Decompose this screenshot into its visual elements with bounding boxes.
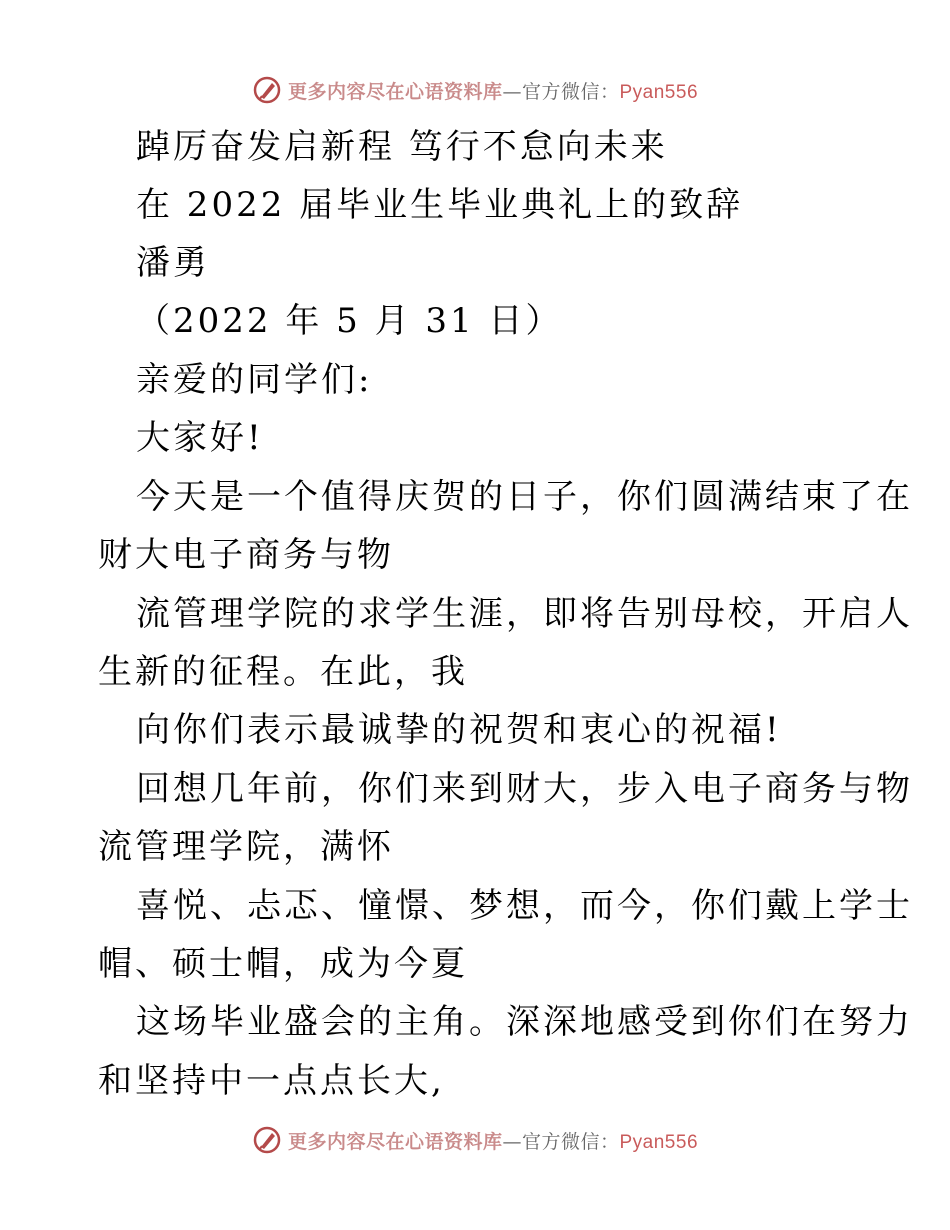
paragraph-line: 流管理学院的求学生涯，即将告别母校，开启人: [136, 594, 913, 634]
watermark-wechat-id: Pyan556: [619, 1131, 699, 1153]
footer-watermark: [0, 1120, 950, 1160]
document-greeting: 大家好!: [136, 418, 264, 458]
watermark-brand: 更多内容尽在心语资料库: [287, 1130, 503, 1153]
paragraph-line: 和坚持中一点点长大,: [98, 1061, 445, 1101]
watermark-text: [288, 77, 698, 104]
paragraph-line: 喜悦、忐忑、憧憬、梦想，而今，你们戴上学士: [136, 886, 913, 926]
document-date: （2022 年 5 月 31 日）: [136, 301, 563, 341]
watermark-text: [288, 1127, 698, 1154]
paragraph-line: 流管理学院，满怀: [98, 827, 394, 867]
watermark-official: 官方微信：: [521, 1130, 620, 1153]
paragraph-line: 这场毕业盛会的主角。深深地感受到你们在努力: [136, 1002, 913, 1042]
quill-pen-logo-icon: [252, 1125, 282, 1155]
paragraph-line: 生新的征程。在此，我: [98, 652, 468, 692]
document-author: 潘勇: [136, 243, 210, 283]
paragraph-line: 今天是一个值得庆贺的日子，你们圆满结束了在: [136, 477, 913, 517]
paragraph-line: 财大电子商务与物: [98, 535, 394, 575]
header-watermark: [0, 70, 950, 110]
document-subtitle: 在 2022 届毕业生毕业典礼上的致辞: [136, 185, 744, 225]
paragraph-line: 帽、硕士帽，成为今夏: [98, 944, 468, 984]
paragraph-line: 回想几年前，你们来到财大，步入电子商务与物: [136, 769, 913, 809]
document-salutation: 亲爱的同学们:: [136, 360, 373, 400]
watermark-dash: —: [502, 80, 522, 103]
document-title: 踔厉奋发启新程 笃行不怠向未来: [136, 127, 668, 167]
watermark-wechat-id: Pyan556: [619, 81, 699, 103]
watermark-dash: —: [502, 1130, 522, 1153]
quill-pen-logo-icon: [252, 75, 282, 105]
paragraph-line: 向你们表示最诚挚的祝贺和衷心的祝福!: [136, 710, 782, 750]
watermark-official: 官方微信：: [521, 80, 620, 103]
watermark-brand: 更多内容尽在心语资料库: [287, 80, 503, 103]
